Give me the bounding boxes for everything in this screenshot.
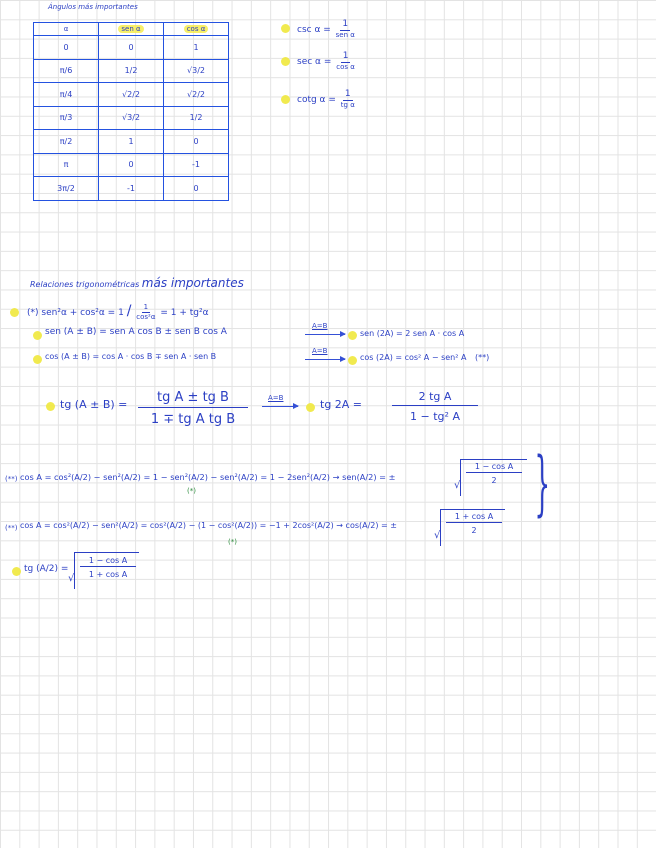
header-sen-label: sen α <box>118 25 143 33</box>
cell-cos: 1/2 <box>164 106 229 130</box>
sum-cos-formula: cos (A ± B) = cos A · cos B ∓ sen A · sen B <box>45 352 217 361</box>
table-header-row <box>34 23 229 36</box>
pyth-div-num: 1 <box>143 303 149 311</box>
cotg-identity <box>297 90 357 109</box>
sqrt-tick: √ <box>454 480 461 491</box>
half-tag-1: (**) <box>5 475 18 483</box>
pyth-div: / <box>126 303 132 319</box>
cell-sen: 0 <box>99 36 164 60</box>
cell-angle: 0 <box>34 36 99 60</box>
tg-double-num: 2 tg A <box>392 390 478 406</box>
cell-cos: 0 <box>164 130 229 154</box>
arrow-label: A=B <box>268 394 284 402</box>
arrow-right-icon <box>262 406 298 407</box>
half-cos-rad-den: 2 <box>471 526 477 535</box>
table-row <box>34 130 229 154</box>
tg-double-den: 1 − tg² A <box>410 410 460 423</box>
half-sen-rad-num: 1 − cos A <box>466 462 522 473</box>
pyth-tag: (*) <box>27 308 39 318</box>
sqrt-tick: √ <box>68 573 75 584</box>
half-cos-under-tag: (*) <box>228 538 237 546</box>
pyth-div-den: cos²α <box>136 313 156 321</box>
tg-half-radicand <box>80 556 136 579</box>
cell-angle: π/2 <box>34 130 99 154</box>
arrow-right-icon <box>305 334 345 335</box>
cell-sen: √3/2 <box>99 106 164 130</box>
cell-angle: π <box>34 153 99 177</box>
pythagorean-identity <box>27 303 209 321</box>
tg-half-num: 1 − cos A <box>80 556 136 567</box>
sqrt-tick: √ <box>434 530 441 541</box>
table-row <box>34 106 229 130</box>
sec-identity <box>297 52 357 71</box>
cell-angle: 3π/2 <box>34 177 99 201</box>
cell-cos: 1 <box>164 36 229 60</box>
tg-double-fraction <box>392 390 478 423</box>
highlight-dot <box>348 356 357 365</box>
highlight-dot <box>281 24 290 33</box>
pyth-result: = 1 + tg²α <box>160 308 209 318</box>
tg-double-lhs: tg 2A = <box>320 398 363 411</box>
cotg-lhs: cotg α = <box>297 95 336 105</box>
cell-sen: 1/2 <box>99 59 164 83</box>
cell-angle: π/6 <box>34 59 99 83</box>
tg-half-lhs: tg (A/2) = <box>24 564 69 574</box>
csc-identity <box>297 20 357 39</box>
half-cos-radicand <box>446 512 502 535</box>
csc-num: 1 <box>342 19 349 29</box>
header-cos-label: cos α <box>184 25 209 33</box>
table-row <box>34 59 229 83</box>
arrow-label: A=B <box>312 347 328 355</box>
double-sen-formula: sen (2A) = 2 sen A · cos A <box>360 329 465 338</box>
highlight-dot <box>306 403 315 412</box>
right-brace: } <box>534 442 551 524</box>
cell-cos: 0 <box>164 177 229 201</box>
cell-cos: -1 <box>164 153 229 177</box>
csc-lhs: csc α = <box>297 25 331 35</box>
table-row <box>34 36 229 60</box>
table-row <box>34 177 229 201</box>
half-sen-radicand <box>466 462 522 485</box>
csc-fraction <box>334 20 357 39</box>
half-cos-rad-num: 1 + cos A <box>446 512 502 523</box>
highlight-dot <box>46 402 55 411</box>
arrow-right-icon <box>305 359 345 360</box>
cell-sen: 0 <box>99 153 164 177</box>
highlight-dot <box>281 95 290 104</box>
sec-lhs: sec α = <box>297 57 332 67</box>
header-sen <box>99 23 164 36</box>
section-title-a: Relaciones trigonométricas <box>30 280 140 289</box>
angle-table <box>33 22 229 201</box>
double-cos-text: cos (2A) = cos² A − sen² A <box>360 353 467 362</box>
highlight-dot <box>348 331 357 340</box>
cotg-num: 1 <box>344 89 351 99</box>
highlight-dot <box>12 567 21 576</box>
tg-sum-fraction <box>138 390 248 427</box>
sec-den: cos α <box>336 63 355 71</box>
half-sen-rad-den: 2 <box>491 476 497 485</box>
highlight-dot <box>33 331 42 340</box>
sum-sen-formula: sen (A ± B) = sen A cos B ± sen B cos A <box>45 327 227 337</box>
cell-angle: π/3 <box>34 106 99 130</box>
tg-sum-den: 1 ∓ tg A tg B <box>150 412 236 427</box>
pyth-eq: sen²α + cos²α = 1 <box>41 308 124 318</box>
pyth-fraction <box>134 304 157 321</box>
table-row <box>34 83 229 107</box>
half-sen-under-tag: (*) <box>187 487 196 495</box>
cell-sen: √2/2 <box>99 83 164 107</box>
double-cos-tag: (**) <box>475 353 490 362</box>
header-cos <box>164 23 229 36</box>
half-cos-derivation: cos A = cos²(A/2) − sen²(A/2) = cos²(A/2) − (1 − cos²(A/2)) = −1 + 2cos²(A/2) → cos(A/2) = ± <box>20 521 397 530</box>
half-sen-derivation: cos A = cos²(A/2) − sen²(A/2) = 1 − sen²(A/2) − sen²(A/2) = 1 − 2sen²(A/2) → sen(A/2) = ± <box>20 472 396 482</box>
cell-cos: √2/2 <box>164 83 229 107</box>
section-title-b: más importantes <box>141 276 244 290</box>
cell-cos: √3/2 <box>164 59 229 83</box>
sec-num: 1 <box>342 51 349 61</box>
table-title: Ángulos más importantes <box>48 3 138 11</box>
highlight-dot <box>281 57 290 66</box>
tg-sum-num: tg A ± tg B <box>138 390 248 408</box>
header-alpha: α <box>34 23 99 36</box>
cotg-den: tg α <box>340 101 355 109</box>
csc-den: sen α <box>335 31 355 39</box>
sec-fraction <box>334 52 357 71</box>
double-cos-formula <box>360 353 489 362</box>
section-title <box>30 276 244 290</box>
cell-angle: π/4 <box>34 83 99 107</box>
half-tag-2: (**) <box>5 524 18 532</box>
highlight-dot <box>10 308 19 317</box>
table-row <box>34 153 229 177</box>
tg-half-den: 1 + cos A <box>88 570 128 579</box>
tg-sum-lhs: tg (A ± B) = <box>60 398 128 411</box>
highlight-dot <box>33 355 42 364</box>
arrow-label: A=B <box>312 322 328 330</box>
cell-sen: -1 <box>99 177 164 201</box>
cotg-fraction <box>339 90 357 109</box>
cell-sen: 1 <box>99 130 164 154</box>
